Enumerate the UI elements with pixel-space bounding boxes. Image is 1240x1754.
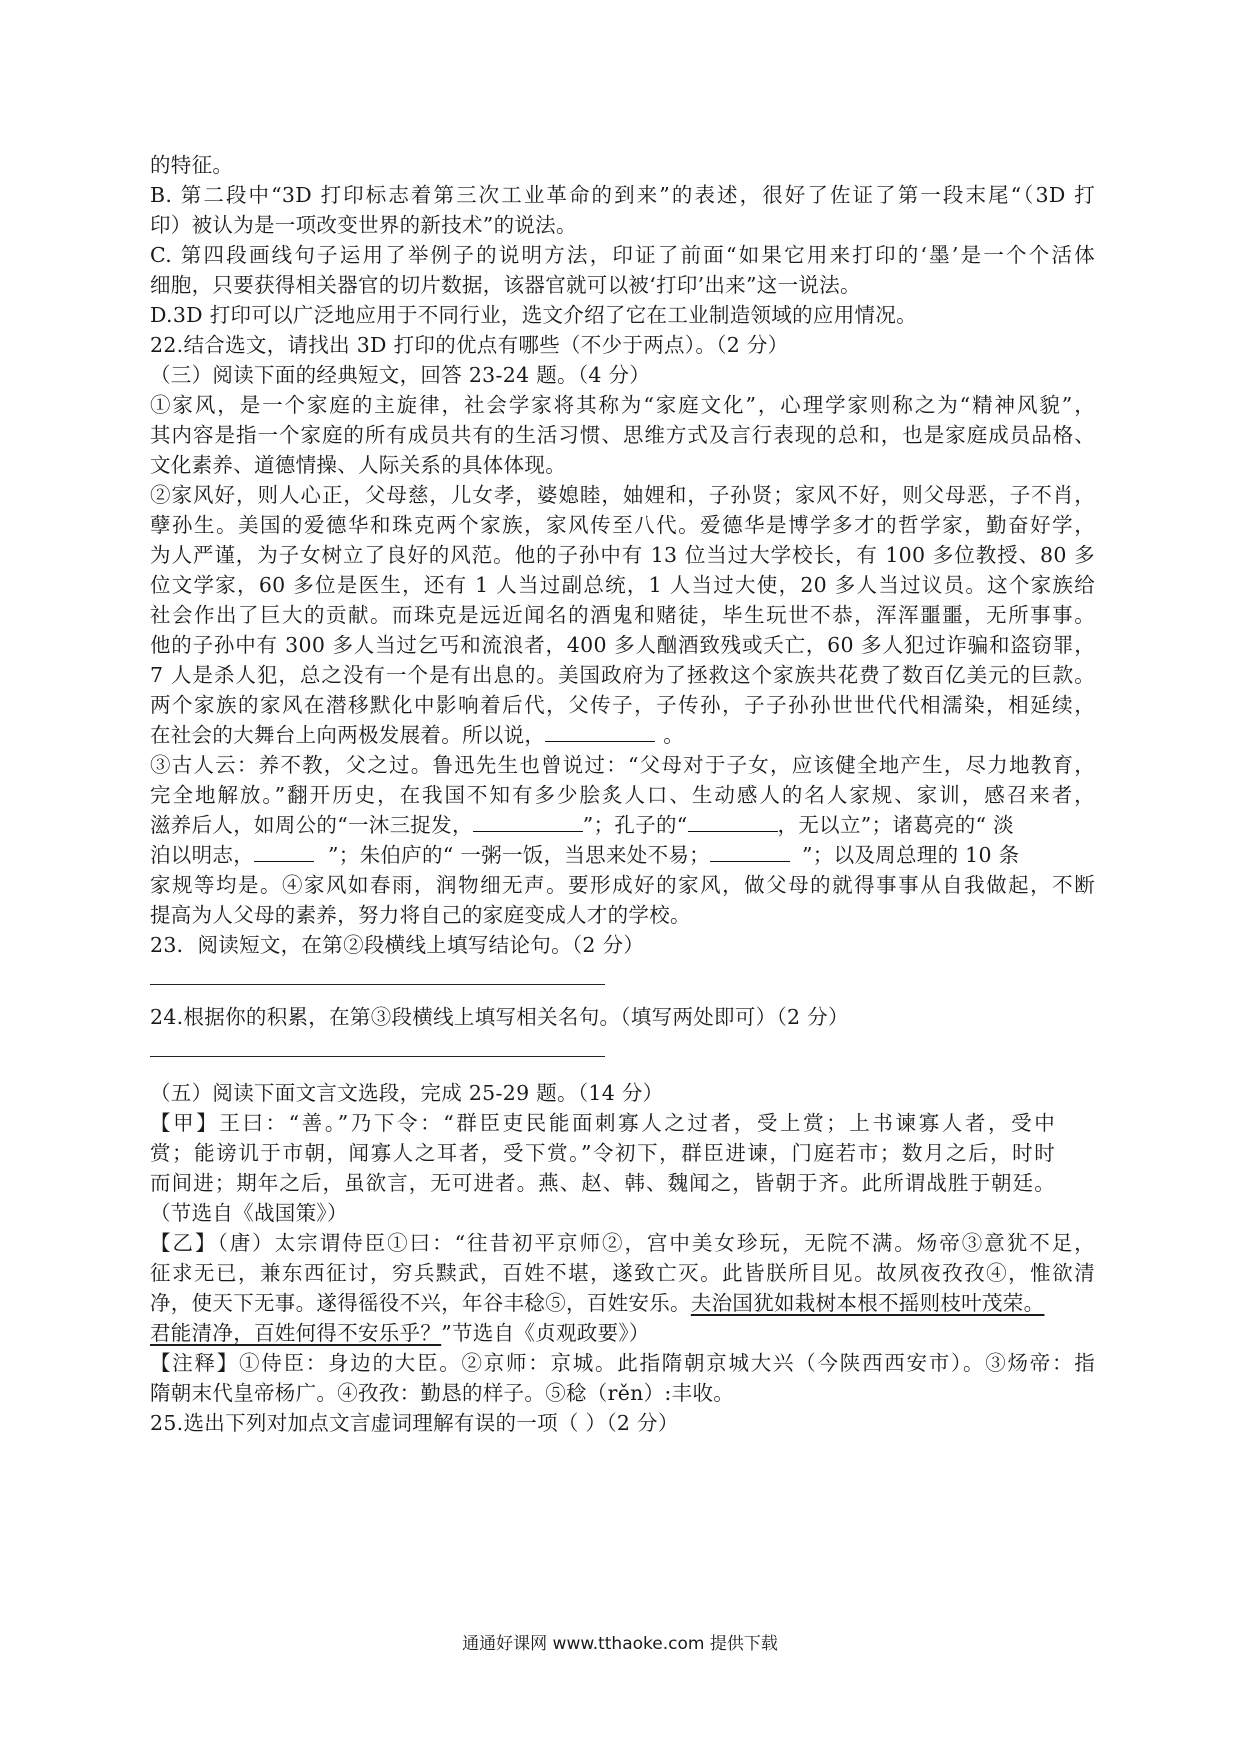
paragraph-1-line: 文化素养、道德情操、人际关系的具体体现。 (150, 453, 566, 477)
passage-jia-source: （节选自《战国策》） (150, 1201, 348, 1225)
annotation-line: 【注释】①侍臣：身边的大臣。②京师：京城。此指隋朝京城大兴（今陕西西安市）。③炀帝：指 (150, 1351, 1095, 1375)
quote-blank[interactable] (710, 841, 790, 862)
question-23: 23．阅读短文，在第②段横线上填写结论句。（2 分） (150, 933, 645, 957)
paragraph-2-line: 孽孙生。美国的爱德华和珠克两个家族，家风传至八代。爱德华是博学多才的哲学家，勤奋好学， (150, 513, 1095, 537)
passage-yi-line (150, 1318, 1095, 1348)
paragraph-2-line: 为人严谨，为子女树立了良好的风范。他的子孙中有 13 位当过大学校长，有 100 多位教授、80 多 (150, 543, 1095, 567)
text-segment: 净，使天下无事。遂得徭役不兴，年谷丰稔⑤，百姓安乐。 (150, 1291, 691, 1315)
text-segment: ”；以及周总理的 10 条 (801, 843, 1020, 867)
passage-jia-line: 赏；能谤讥于市朝，闻寡人之耳者，受下赏。”令初下，群臣进谏，门庭若市；数月之后，时时 (150, 1141, 1055, 1165)
text-segment: ，无以立”；诸葛亮的“ 淡 (777, 813, 1014, 837)
quote-blank[interactable] (688, 811, 778, 832)
paragraph-3-line: 家规等均是。④家风如春雨，润物细无声。要形成好的家风，做父母的就得事事从自我做起，不断 (150, 873, 1095, 897)
passage-yi-line: 【乙】（唐）太宗谓侍臣①曰：“往昔初平京师②，宫中美女珍玩，无院不满。炀帝③意犹不足， (150, 1231, 1095, 1255)
question-22: 22.结合选文，请找出 3D 打印的优点有哪些（不少于两点）。（2 分） (150, 333, 789, 357)
conclusion-blank[interactable] (545, 721, 655, 742)
paragraph-2-line: 位文学家，60 多位是医生，还有 1 人当过副总统，1 人当过大使，20 多人当过议员。这个家族给 (150, 573, 1095, 597)
option-d-line: D.3D 打印可以广泛地应用于不同行业，选文介绍了它在工业制造领域的应用情况。 (150, 303, 917, 327)
text-segment: 滋养后人，如周公的“一沐三捉发， (150, 813, 473, 837)
question-24: 24.根据你的积累，在第③段横线上填写相关名句。（填写两处即可）（2 分） (150, 1005, 849, 1029)
option-b-line: B. 第二段中“3D 打印标志着第三次工业革命的到来”的表述，很好了佐证了第一段末尾“（3D 打 (150, 183, 1095, 207)
underlined-sentence: 君能清净，百姓何得不安乐乎？ (150, 1321, 442, 1345)
paragraph-2-line: 两个家族的家风在潜移默化中影响着后代，父传子，子传孙，子子孙孙世世代代相濡染，相延续， (150, 693, 1095, 717)
paragraph-3-line: ③古人云：养不教，父之过。鲁迅先生也曾说过：“父母对于子女，应该健全地产生，尽力地教育， (150, 753, 1095, 777)
option-b-line: 印）被认为是一项改变世界的新技术”的说法。 (150, 213, 577, 237)
text-segment: ”节选自《贞观政要》） (441, 1321, 650, 1345)
paragraph-3-line: 完全地解放。”翻开历史，在我国不知有多少脍炙人口、生动感人的名人家规、家训，感召来者， (150, 783, 1095, 807)
text-segment: 在社会的大舞台上向两极发展着。所以说， (150, 723, 546, 747)
paragraph-2-line: 他的子孙中有 300 多人当过乞丐和流浪者，400 多人酗酒致残或夭亡，60 多人犯过诈骗和盗窃罪， (150, 633, 1095, 657)
paragraph-2-line: 7 人是杀人犯，总之没有一个是有出息的。美国政府为了拯救这个家族共花费了数百亿美元的巨款。 (150, 663, 1095, 687)
passage-yi-line (150, 1288, 1095, 1318)
question-25: 25.选出下列对加点文言虚词理解有误的一项（ ）（2 分） (150, 1411, 679, 1435)
answer-line[interactable] (150, 984, 605, 985)
text-line: 的特征。 (150, 153, 234, 177)
paragraph-3-line: 提高为人父母的素养，努力将自己的家庭变成人才的学校。 (150, 903, 691, 927)
paragraph-2-line (150, 720, 1095, 750)
section-3-heading: （三）阅读下面的经典短文，回答 23-24 题。（4 分） (150, 363, 651, 387)
passage-jia-line: 【甲】王曰：“善。”乃下令：“群臣吏民能面刺寡人之过者，受上赏；上书谏寡人者，受中 (150, 1111, 1055, 1135)
underlined-sentence: 夫治国犹如栽树本根不摇则枝叶茂荣。 (690, 1291, 1045, 1315)
annotation-line: 隋朝末代皇帝杨广。④孜孜：勤恳的样子。⑤稔（rěn）:丰收。 (150, 1381, 735, 1405)
quote-blank[interactable] (473, 811, 583, 832)
answer-line[interactable] (150, 1056, 605, 1057)
page-footer: 通通好课网 www.tthaoke.com 提供下载 (462, 1634, 778, 1654)
text-segment: ”；孔子的“ (582, 813, 688, 837)
text-segment: 。 (663, 723, 685, 747)
passage-yi-line: 征求无已，兼东西征讨，穷兵黩武，百姓不堪，遂致亡灭。此皆朕所目见。故夙夜孜孜④，惟欲清 (150, 1261, 1095, 1285)
quote-blank[interactable] (254, 841, 314, 862)
paragraph-2-line: 社会作出了巨大的贡献。而珠克是远近闻名的酒鬼和赌徒，毕生玩世不恭，浑浑噩噩，无所事事。 (150, 603, 1095, 627)
paragraph-3-line (150, 840, 1095, 870)
option-c-line: 细胞，只要获得相关器官的切片数据，该器官就可以被‘打印’出来”这一说法。 (150, 273, 861, 297)
text-segment: ”；朱伯庐的“ 一粥一饭，当思来处不易； (328, 843, 710, 867)
section-5-heading: （五）阅读下面文言文选段，完成 25-29 题。（14 分） (150, 1081, 664, 1105)
paragraph-1-line: 其内容是指一个家庭的所有成员共有的生活习惯、思维方式及言行表现的总和，也是家庭成员品格、 (150, 423, 1095, 447)
paragraph-2-line: ②家风好，则人心正，父母慈，儿女孝，婆媳睦，妯娌和，子孙贤；家风不好，则父母恶，子不肖， (150, 483, 1095, 507)
option-c-line: C. 第四段画线句子运用了举例子的说明方法，印证了前面“如果它用来打印的‘墨’是一个个活体 (150, 243, 1095, 267)
paragraph-3-line (150, 810, 1095, 840)
paragraph-1-line: ①家风，是一个家庭的主旋律，社会学家将其称为“家庭文化”，心理学家则称之为“精神风貌”， (150, 393, 1095, 417)
text-segment: 泊以明志， (150, 843, 254, 867)
passage-jia-line: 而间进；期年之后，虽欲言，无可进者。燕、赵、韩、魏闻之，皆朝于齐。此所谓战胜于朝廷。 (150, 1171, 1055, 1195)
